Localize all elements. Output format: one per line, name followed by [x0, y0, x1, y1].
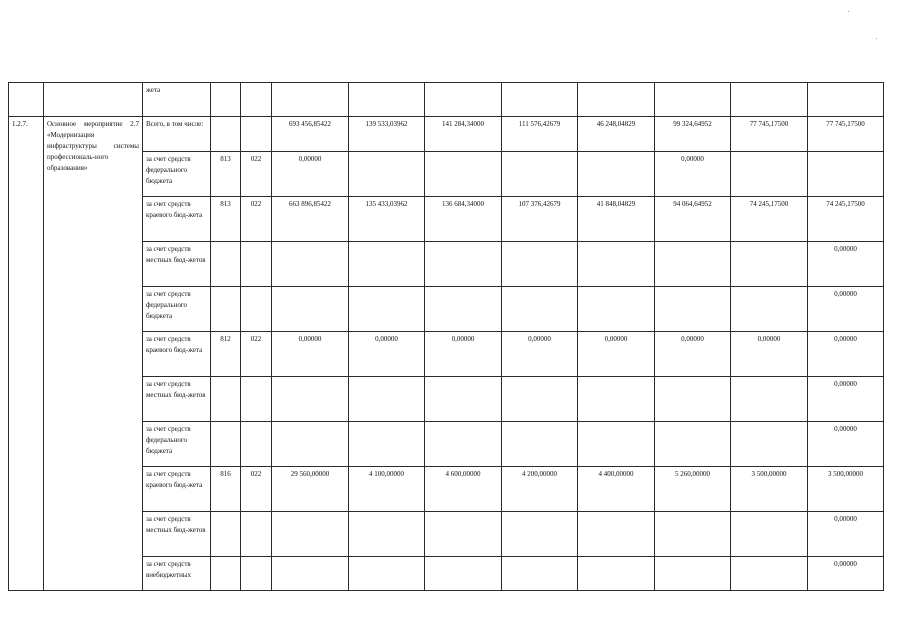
- cell-value: 0,00000: [808, 287, 884, 332]
- cell-value: 0,00000: [808, 377, 884, 422]
- cell-grbs: [211, 557, 241, 591]
- cell-value: 0,00000: [272, 332, 349, 377]
- cell-value: [502, 152, 578, 197]
- cell-value: [578, 377, 655, 422]
- cell-value: [502, 512, 578, 557]
- cell-grbs: [211, 83, 241, 117]
- cell-rz: [241, 83, 272, 117]
- cell-value: 693 456,85422: [272, 117, 349, 152]
- cell-source: за счет средств федерального бюджета: [143, 152, 211, 197]
- cell-value: 0,00000: [808, 422, 884, 467]
- cell-value: 0,00000: [808, 332, 884, 377]
- cell-source: за счет средств краевого бюд-жета: [143, 197, 211, 242]
- cell-value: [272, 557, 349, 591]
- cell-value: [425, 512, 502, 557]
- cell-value: 0,00000: [272, 152, 349, 197]
- cell-value: [502, 83, 578, 117]
- cell-value: [655, 512, 731, 557]
- cell-value: [578, 512, 655, 557]
- cell-source: за счет средств местных бюд-жетов: [143, 377, 211, 422]
- cell-value: [731, 377, 808, 422]
- cell-value: [425, 152, 502, 197]
- cell-value: [349, 557, 425, 591]
- cell-grbs: [211, 117, 241, 152]
- cell-rz: 022: [241, 197, 272, 242]
- cell-source: за счет средств местных бюд-жетов: [143, 512, 211, 557]
- cell-value: [502, 422, 578, 467]
- cell-value: [272, 377, 349, 422]
- cell-value: [731, 152, 808, 197]
- cell-value: 141 284,34000: [425, 117, 502, 152]
- cell-grbs: [211, 512, 241, 557]
- cell-grbs: [211, 377, 241, 422]
- cell-value: [655, 242, 731, 287]
- cell-grbs: 813: [211, 197, 241, 242]
- cell-source: за счет средств краевого бюд-жета: [143, 467, 211, 512]
- cell-value: [578, 152, 655, 197]
- cell-rz: [241, 557, 272, 591]
- cell-value: [578, 287, 655, 332]
- cell-value: [731, 242, 808, 287]
- cell-rz: 022: [241, 332, 272, 377]
- cell-value: [808, 83, 884, 117]
- cell-value: 0,00000: [502, 332, 578, 377]
- cell-rz: 022: [241, 152, 272, 197]
- cell-value: [502, 557, 578, 591]
- cell-value: [655, 287, 731, 332]
- cell-value: 99 324,64952: [655, 117, 731, 152]
- cell-value: [349, 287, 425, 332]
- cell-value: [349, 422, 425, 467]
- cell-value: 0,00000: [655, 152, 731, 197]
- cell-rz: 022: [241, 467, 272, 512]
- cell-title-empty: [44, 83, 143, 117]
- cell-value: [502, 377, 578, 422]
- cell-value: [731, 83, 808, 117]
- cell-value: [349, 512, 425, 557]
- cell-value: [272, 422, 349, 467]
- cell-value: [349, 152, 425, 197]
- cell-grbs: 812: [211, 332, 241, 377]
- cell-value: 136 684,34000: [425, 197, 502, 242]
- budget-table: [8, 82, 884, 591]
- cell-value: 29 560,00000: [272, 467, 349, 512]
- cell-value: [425, 242, 502, 287]
- cell-value: [349, 377, 425, 422]
- cell-value: 0,00000: [808, 512, 884, 557]
- cell-value: [272, 242, 349, 287]
- cell-value: 74 245,17500: [731, 197, 808, 242]
- cell-value: 77 745,17500: [731, 117, 808, 152]
- cell-value: [731, 287, 808, 332]
- cell-source: за счет средств внебюджетных: [143, 557, 211, 591]
- scan-speck: [848, 11, 849, 12]
- cell-value: 4 600,00000: [425, 467, 502, 512]
- cell-value: 3 500,00000: [808, 467, 884, 512]
- cell-value: 4 100,00000: [349, 467, 425, 512]
- cell-rz: [241, 512, 272, 557]
- cell-value: 3 500,00000: [731, 467, 808, 512]
- cell-number-empty: [9, 83, 44, 117]
- cell-value: [272, 83, 349, 117]
- cell-value: 4 400,00000: [578, 467, 655, 512]
- cell-value: 107 376,42679: [502, 197, 578, 242]
- cell-grbs: [211, 422, 241, 467]
- cell-value: [731, 422, 808, 467]
- cell-value: 4 200,00000: [502, 467, 578, 512]
- table-row: [9, 117, 884, 152]
- cell-value: [578, 422, 655, 467]
- cell-rz: [241, 287, 272, 332]
- table-row-continued: [9, 83, 884, 117]
- cell-rz: [241, 422, 272, 467]
- cell-source: за счет средств федерального бюджета: [143, 422, 211, 467]
- cell-value: [808, 152, 884, 197]
- cell-grbs: [211, 242, 241, 287]
- cell-value: [578, 83, 655, 117]
- cell-value: 111 576,42679: [502, 117, 578, 152]
- cell-value: 46 248,04829: [578, 117, 655, 152]
- cell-value: [502, 242, 578, 287]
- cell-value: 0,00000: [655, 332, 731, 377]
- cell-value: 0,00000: [808, 242, 884, 287]
- cell-source: за счет средств краевого бюд-жета: [143, 332, 211, 377]
- cell-value: [425, 422, 502, 467]
- cell-value: [731, 512, 808, 557]
- cell-value: 41 848,04829: [578, 197, 655, 242]
- row-number: 1.2.7.: [9, 117, 44, 591]
- cell-grbs: 813: [211, 152, 241, 197]
- cell-value: [272, 512, 349, 557]
- scan-speck: [876, 38, 877, 39]
- cell-value: [731, 557, 808, 591]
- cell-value: 0,00000: [425, 332, 502, 377]
- cell-value: 139 533,03962: [349, 117, 425, 152]
- cell-value: 0,00000: [731, 332, 808, 377]
- cell-value: [425, 83, 502, 117]
- cell-grbs: [211, 287, 241, 332]
- table-body: [9, 83, 884, 591]
- cell-value: 663 896,85422: [272, 197, 349, 242]
- cell-source: за счет средств федерального бюджета: [143, 287, 211, 332]
- cell-value: 74 245,17500: [808, 197, 884, 242]
- cell-source: жета: [143, 83, 211, 117]
- cell-value: [425, 377, 502, 422]
- cell-value: [425, 557, 502, 591]
- cell-value: [502, 287, 578, 332]
- cell-value: [655, 422, 731, 467]
- cell-value: [272, 287, 349, 332]
- cell-value: 5 260,00000: [655, 467, 731, 512]
- cell-value: [578, 242, 655, 287]
- cell-value: 0,00000: [349, 332, 425, 377]
- cell-grbs: 816: [211, 467, 241, 512]
- cell-value: 0,00000: [578, 332, 655, 377]
- cell-value: 0,00000: [808, 557, 884, 591]
- cell-value: [655, 377, 731, 422]
- cell-value: [349, 242, 425, 287]
- cell-source: за счет средств местных бюд-жетов: [143, 242, 211, 287]
- cell-value: 94 064,64952: [655, 197, 731, 242]
- cell-value: 77 745,17500: [808, 117, 884, 152]
- cell-value: [349, 83, 425, 117]
- cell-value: [425, 287, 502, 332]
- cell-value: [655, 83, 731, 117]
- cell-value: [578, 557, 655, 591]
- cell-rz: [241, 377, 272, 422]
- cell-value: [655, 557, 731, 591]
- cell-source: Всего, в том числе:: [143, 117, 211, 152]
- cell-rz: [241, 117, 272, 152]
- cell-value: 135 433,03962: [349, 197, 425, 242]
- activity-title: Основное мероприятие 2.7 «Модернизация инфраструктуры системы профессиональ-ного образования»: [44, 117, 143, 591]
- cell-rz: [241, 242, 272, 287]
